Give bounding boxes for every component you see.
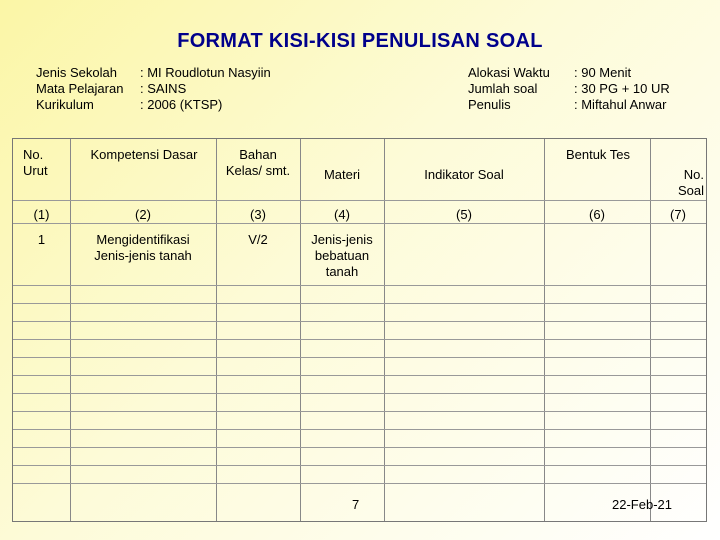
row-divider xyxy=(13,465,706,466)
column-divider xyxy=(384,139,385,521)
info-row-jumlah-soal xyxy=(468,81,670,97)
column-divider xyxy=(216,139,217,521)
column-number: (6) xyxy=(589,207,605,222)
info-left xyxy=(36,65,271,113)
header-no-soal: No. Soal xyxy=(677,167,704,198)
info-value: : MI Roudlotun Nasyiin xyxy=(140,65,271,80)
header-bahan-kelas: Bahan Kelas/ smt. xyxy=(225,147,291,178)
info-value: : 90 Menit xyxy=(574,65,632,80)
header-materi: Materi xyxy=(323,167,361,182)
row-divider xyxy=(13,393,706,394)
info-key: Jenis Sekolah xyxy=(36,65,117,80)
info-row-mata-pelajaran xyxy=(36,81,271,97)
row-divider xyxy=(13,285,706,286)
column-divider xyxy=(544,139,545,521)
info-value: : 30 PG + 10 UR xyxy=(574,81,670,96)
info-key: Penulis xyxy=(468,97,511,112)
column-number: (7) xyxy=(670,207,686,222)
row-divider xyxy=(13,357,706,358)
column-number: (1) xyxy=(33,207,50,222)
row-1-bahan: V/2 xyxy=(248,232,268,247)
column-divider xyxy=(70,139,71,521)
header-indikator-soal: Indikator Soal xyxy=(424,167,504,182)
row-divider xyxy=(13,375,706,376)
header-no-urut: No. Urut xyxy=(23,147,48,178)
row-divider xyxy=(13,483,706,484)
row-divider xyxy=(13,447,706,448)
header-bentuk-tes: Bentuk Tes xyxy=(565,147,631,162)
column-number: (2) xyxy=(135,207,151,222)
info-row-alokasi-waktu xyxy=(468,65,670,81)
info-row-penulis xyxy=(468,97,670,113)
page-title: FORMAT KISI-KISI PENULISAN SOAL xyxy=(177,30,543,52)
row-divider xyxy=(13,411,706,412)
row-1-no: 1 xyxy=(37,232,46,247)
column-number: (4) xyxy=(334,207,350,222)
row-1-kompetensi: Mengidentifikasi Jenis-jenis tanah xyxy=(94,232,192,263)
info-key: Mata Pelajaran xyxy=(36,81,124,96)
column-number: (5) xyxy=(456,207,472,222)
kisi-kisi-table xyxy=(12,138,707,522)
row-divider xyxy=(13,321,706,322)
info-key: Alokasi Waktu xyxy=(468,65,550,80)
page-number: 7 xyxy=(352,497,360,512)
info-row-kurikulum xyxy=(36,97,271,113)
slide-date: 22-Feb-21 xyxy=(612,497,672,512)
column-number: (3) xyxy=(250,207,266,222)
info-key: Kurikulum xyxy=(36,97,94,112)
row-divider xyxy=(13,200,706,201)
row-divider xyxy=(13,339,706,340)
row-divider xyxy=(13,223,706,224)
info-right xyxy=(468,65,670,113)
info-row-jenis-sekolah xyxy=(36,65,271,81)
column-divider xyxy=(300,139,301,521)
row-divider xyxy=(13,303,706,304)
row-divider xyxy=(13,429,706,430)
info-value: : Miftahul Anwar xyxy=(574,97,667,112)
row-1-materi: Jenis-jenis bebatuan tanah xyxy=(311,232,373,279)
info-key: Jumlah soal xyxy=(468,81,538,96)
column-divider xyxy=(650,139,651,521)
info-value: : SAINS xyxy=(140,81,187,96)
header-kompetensi-dasar: Kompetensi Dasar xyxy=(90,147,198,162)
info-value: : 2006 (KTSP) xyxy=(140,97,223,112)
